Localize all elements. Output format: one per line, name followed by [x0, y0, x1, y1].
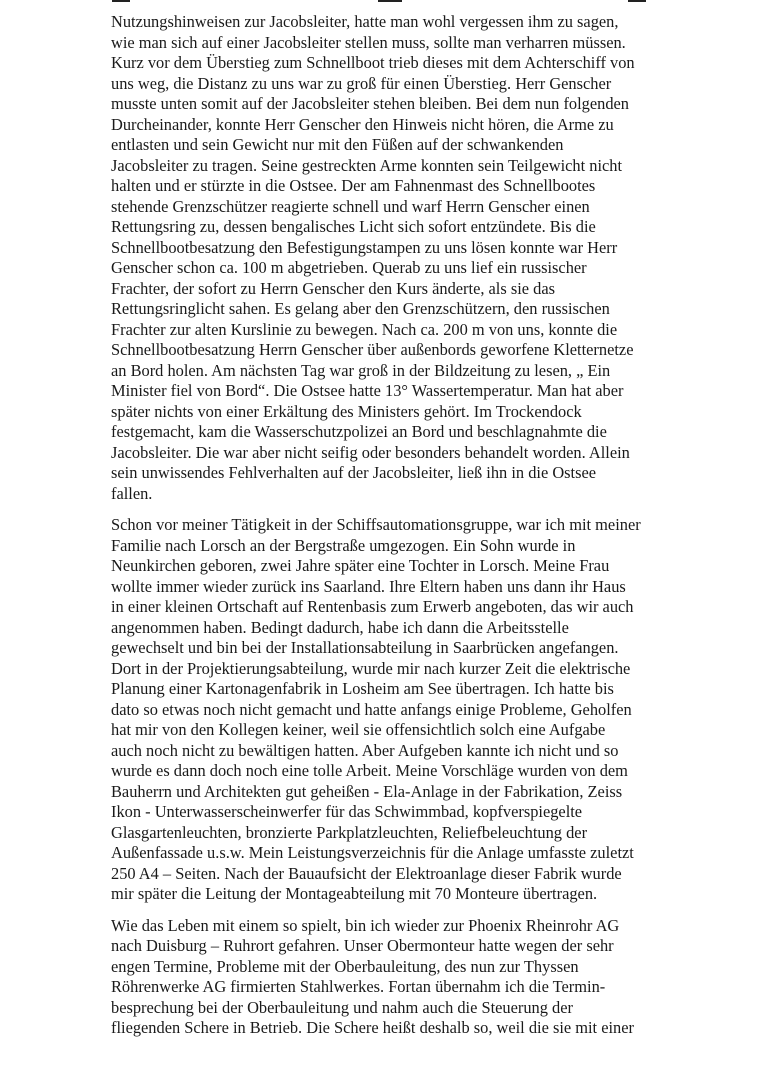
text-line: Frachter zur alten Kurslinie zu bewegen. Nach ca. 200 m von uns, konnte die: [111, 319, 618, 339]
text-line: halten und er stürzte in die Ostsee. Der am Fahnenmast des Schnellbootes: [111, 176, 596, 195]
text-line: entlasten und sein Gewicht nur mit den Füßen auf der schwankenden: [111, 135, 564, 154]
text-line: angenommen haben. Bedingt dadurch, habe ich dann die Arbeitsstelle: [111, 617, 569, 637]
text-line: fallen.: [111, 483, 153, 503]
text-line: Glasgartenleuchten, bronzierte Parkplatzleuchten, Reliefbeleuchtung der: [111, 822, 588, 842]
text-line: 250 A4 – Seiten. Nach der Bauaufsicht der Elektroanlage dieser Fabrik wurde: [111, 863, 622, 883]
text-line: in einer kleinen Ortschaft auf Rentenbasis zum Erwerb angeboten, das wir auch: [111, 597, 634, 616]
text-line: wollte immer wieder zurück ins Saarland. Ihre Eltern haben uns dann ihr Haus: [111, 576, 626, 596]
scan-edge-mark: [112, 0, 130, 2]
text-line: Planung einer Kartonagenfabrik in Losheim am See übertragen. Ich hatte bis: [111, 679, 614, 698]
text-line: fliegenden Schere in Betrieb. Die Schere heißt deshalb so, weil die sie mit einer: [111, 1018, 634, 1037]
text-line: Nutzungshinweisen zur Jacobsleiter, hatte man wohl vergessen ihm zu sagen,: [111, 12, 619, 31]
text-line: Minister fiel von Bord“. Die Ostsee hatte 13° Wassertemperatur. Man hat aber: [111, 381, 624, 400]
text-line: Bauherrn und Architekten gut geheißen - Ela-Anlage in der Fabrikation, Zeiss: [111, 781, 623, 801]
text-line: Rettungsringlicht sahen. Es gelang aber den Grenzschützern, den russischen: [111, 299, 610, 318]
paragraph: [111, 515, 703, 905]
text-line: Familie nach Lorsch an der Bergstraße umgezogen. Ein Sohn wurde in: [111, 535, 576, 555]
text-line: Wie das Leben mit einem so spielt, bin ich wieder zur Phoenix Rheinrohr AG: [111, 915, 620, 935]
text-line: sein unwissendes Fehlverhalten auf der Jacobsleiter, ließ ihn in die Ostsee: [111, 463, 597, 482]
text-line: Genscher schon ca. 100 m abgetrieben. Querab zu uns lief ein russischer: [111, 258, 587, 277]
text-line: festgemacht, kam die Wasserschutzpolizei an Bord und beschlagnahmte die: [111, 422, 607, 441]
text-line: wie man sich auf einer Jacobsleiter stellen muss, sollte man verharren müssen.: [111, 32, 626, 52]
text-line: später nichts von einer Erkältung des Ministers gehört. Im Trockendock: [111, 401, 582, 421]
text-line: Schnellbootbesatzung Herrn Genscher über außenbords geworfene Kletternetze: [111, 340, 634, 359]
text-line: Rettungsring zu, dessen bengalisches Licht sich sofort entzündete. Bis die: [111, 217, 596, 236]
document-body: [111, 12, 703, 1050]
text-line: nach Duisburg – Ruhrort gefahren. Unser Obermonteur hatte wegen der sehr: [111, 936, 614, 955]
text-line: wurde es dann doch noch eine tolle Arbeit. Meine Vorschläge wurden von dem: [111, 761, 628, 780]
text-line: engen Termine, Probleme mit der Oberbauleitung, des nun zur Thyssen: [111, 956, 579, 976]
text-line: stehende Grenzschützer reagierte schnell und warf Herrn Genscher einen: [111, 196, 590, 216]
text-line: Dort in der Projektierungsabteilung, wurde mir nach kurzer Zeit die elektrische: [111, 658, 631, 678]
text-line: uns weg, die Distanz zu uns war zu groß für einen Überstieg. Herr Genscher: [111, 73, 612, 93]
scan-edge-mark: [628, 0, 646, 2]
text-line: gewechselt und bin bei der Installationsabteilung in Saarbrücken angefangen.: [111, 638, 619, 657]
text-line: musste unten somit auf der Jacobsleiter stehen bleiben. Bei dem nun folgenden: [111, 94, 629, 113]
text-line: Durcheinander, konnte Herr Genscher den Hinweis nicht hören, die Arme zu: [111, 114, 614, 134]
text-line: Schon vor meiner Tätigkeit in der Schiffsautomationsgruppe, war ich mit meiner: [111, 515, 641, 534]
scan-edge-mark: [378, 0, 402, 2]
text-line: auch noch nicht zu bewältigen hatten. Aber Aufgeben kannte ich nicht und so: [111, 740, 619, 760]
text-line: Außenfassade u.s.w. Mein Leistungsverzeichnis für die Anlage umfasste zuletzt: [111, 843, 634, 862]
text-line: Röhrenwerke AG firmierten Stahlwerkes. Fortan übernahm ich die Termin-: [111, 977, 606, 996]
text-line: Schnellbootbesatzung den Befestigungstampen zu uns lösen konnte war Herr: [111, 237, 618, 257]
text-line: Ikon - Unterwasserscheinwerfer für das Schwimmbad, kopfverspiegelte: [111, 802, 583, 821]
text-line: mir später die Leitung der Montageabteilung mit 70 Monteure übertragen.: [111, 884, 598, 903]
text-line: Kurz vor dem Überstieg zum Schnellboot trieb dieses mit dem Achterschiff von: [111, 53, 635, 72]
text-line: Jacobsleiter zu tragen. Seine gestreckten Arme konnten sein Teilgewicht nicht: [111, 155, 623, 175]
text-line: Jacobsleiter. Die war aber nicht seifig oder besonders behandelt worden. Allein: [111, 442, 630, 462]
text-line: dato so etwas noch nicht gemacht und hatte anfangs einige Probleme, Geholfen: [111, 699, 632, 719]
text-line: Frachter, der sofort zu Herrn Genscher den Kurs änderte, als sie das: [111, 278, 555, 298]
text-line: Neunkirchen geboren, zwei Jahre später eine Tochter in Lorsch. Meine Frau: [111, 556, 610, 575]
paragraph: [111, 12, 703, 504]
text-line: besprechung bei der Oberbauleitung und nahm auch die Steuerung der: [111, 997, 573, 1017]
paragraph: [111, 916, 703, 1039]
text-line: an Bord holen. Am nächsten Tag war groß in der Bildzeitung zu lesen, „ Ein: [111, 360, 611, 380]
text-line: hat mir von den Kollegen keiner, weil sie offensichtlich solch eine Aufgabe: [111, 720, 606, 739]
